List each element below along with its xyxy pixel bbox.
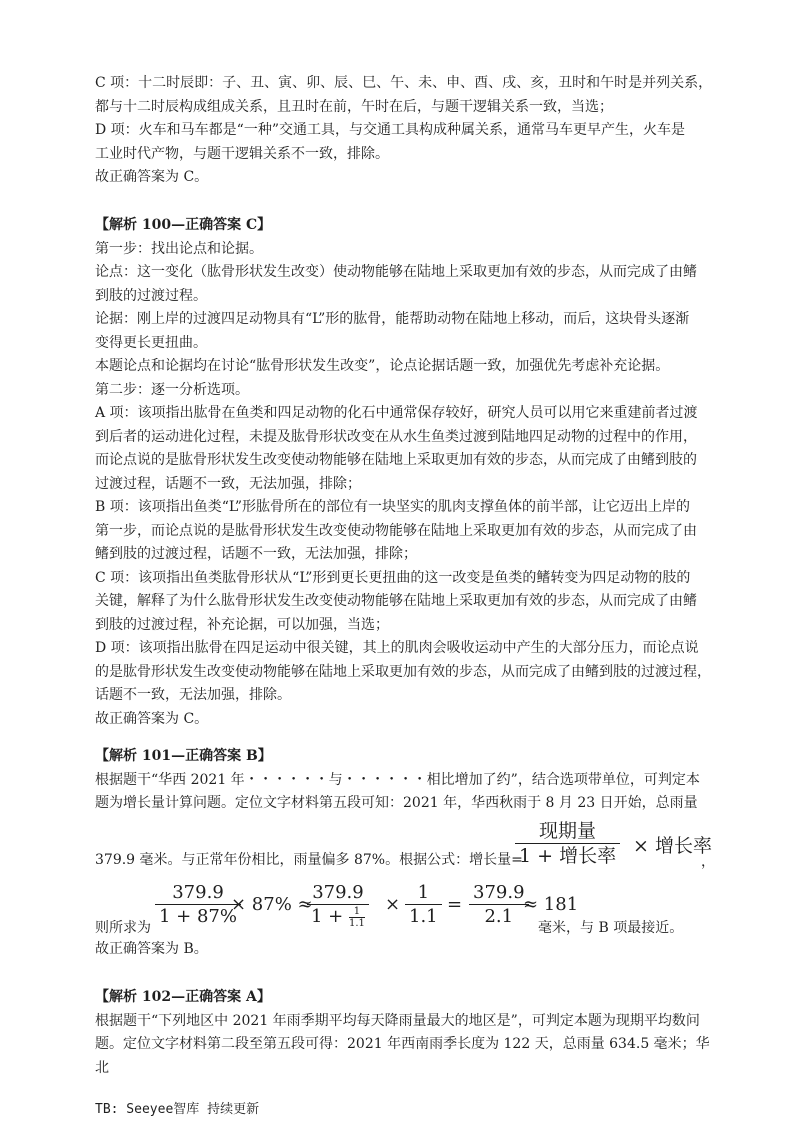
approx-result: ≈ 181 bbox=[523, 894, 579, 915]
text-line: 的是肱骨形状发生改变使动物能够在陆地上采取更加有效的步态，从而完成了由鳍到肢的过渡过程， bbox=[95, 663, 711, 680]
text-line: 题为增长量计算问题。定位文字材料第五段可知：2021 年，华西秋雨于 8 月 23 日开始，总雨量 bbox=[95, 795, 698, 811]
calc-suffix: 毫米，与 B 项最接近。 bbox=[538, 920, 684, 936]
formula-numerator: 现期量 bbox=[539, 820, 597, 842]
text-line: 论点：这一变化（肱骨形状发生改变）使动物能够在陆地上采取更加有效的步态，从而完成了由鳍 bbox=[95, 264, 697, 280]
formula-denominator: 1 + 增长率 bbox=[519, 845, 617, 867]
section-100 bbox=[95, 214, 715, 731]
equals-sign: = bbox=[447, 894, 463, 915]
denominator: 1.1 bbox=[409, 906, 438, 927]
formula-comma: ， bbox=[701, 854, 715, 870]
text-line: B 项：该项指出鱼类“L”形肱骨所在的部位有一块坚实的肌肉支撑鱼体的前半部，让它迈出上岸的 bbox=[95, 499, 690, 515]
text-line: 故正确答案为 B。 bbox=[95, 941, 208, 957]
small-denominator: 1.1 bbox=[349, 917, 365, 929]
text-line: 都与十二时辰构成组成关系，且丑时在前，午时在后，与题干逻辑关系一致，当选； bbox=[95, 98, 613, 115]
text-line: D 项：火车和马车都是“一种”交通工具，与交通工具构成种属关系，通常马车更早产生，火车是 bbox=[95, 122, 685, 138]
calc-prefix: 则所求为 bbox=[95, 920, 151, 936]
text-line: 工业时代产物，与题干逻辑关系不一致，排除。 bbox=[95, 145, 389, 162]
denominator-text: 1 + bbox=[311, 906, 344, 927]
times-sign: × bbox=[385, 894, 401, 915]
top-section bbox=[95, 72, 715, 190]
text-line: 而论点说的是肱骨形状发生改变使动物能够在陆地上采取更加有效的步态，从而完成了由鳍到肢的 bbox=[95, 452, 697, 468]
small-numerator: 1 bbox=[353, 905, 361, 917]
small-fraction bbox=[349, 906, 365, 929]
denominator: 2.1 bbox=[484, 906, 514, 927]
text-line: 根据题干“华西 2021 年・・・・・・与・・・・・・相比增加了约”，结合选项带单位，可判定本 bbox=[95, 771, 700, 788]
text-line: 到后者的运动进化过程，未提及肱骨形状改变在从水生鱼类过渡到陆地四足动物的过程中的作用， bbox=[95, 428, 697, 445]
section-heading: 【解析 102—正确答案 A】 bbox=[95, 989, 271, 1005]
numerator: 379.9 bbox=[473, 882, 525, 903]
section-102 bbox=[95, 986, 715, 1080]
growth-formula bbox=[515, 819, 620, 868]
section-body bbox=[95, 238, 715, 732]
text-line: 第二步：逐一分析选项。 bbox=[95, 381, 249, 398]
text-line: A 项：该项指出肱骨在鱼类和四足动物的化石中通常保存较好，研究人员可以用它来重建前者过渡 bbox=[95, 405, 698, 421]
text-line: 故正确答案为 C。 bbox=[95, 710, 209, 727]
fraction-2 bbox=[307, 881, 369, 929]
numerator: 379.9 bbox=[172, 882, 224, 903]
text-line: 关键，解释了为什么肱骨形状发生改变使动物能够在陆地上采取更加有效的步态，从而完成了由鳍 bbox=[95, 593, 697, 609]
section-heading: 【解析 100—正确答案 C】 bbox=[95, 217, 272, 233]
denominator bbox=[307, 905, 369, 929]
denominator: 1 + 87% bbox=[159, 906, 237, 927]
page-footer: TB: Seeyee智库 持续更新 bbox=[95, 1102, 260, 1117]
text-line: 本题论点和论据均在讨论“肱骨形状发生改变”，论点论据话题一致，加强优先考虑补充论据。 bbox=[95, 358, 670, 374]
text-line: 第一步，而论点说的是肱骨形状发生改变使动物能够在陆地上采取更加有效的步态，从而完成了由 bbox=[95, 522, 697, 539]
section-heading: 【解析 101—正确答案 B】 bbox=[95, 748, 272, 764]
fraction-3 bbox=[405, 881, 442, 928]
formula-tail: × 增长率 bbox=[633, 835, 712, 857]
text-line: 过渡过程，话题不一致，无法加强，排除； bbox=[95, 475, 361, 492]
text-line: 到肢的过渡过程，补充论据，可以加强，当选； bbox=[95, 616, 389, 633]
text-line: 变得更长更扭曲。 bbox=[95, 334, 207, 351]
text-line: 故正确答案为 C。 bbox=[95, 169, 209, 185]
fraction-4 bbox=[469, 881, 529, 928]
numerator: 379.9 bbox=[312, 882, 364, 903]
text-line: 到肢的过渡过程。 bbox=[95, 287, 207, 304]
text-line: 话题不一致，无法加强，排除。 bbox=[95, 687, 291, 703]
text-line: 论据：刚上岸的过渡四足动物具有“L”形的肱骨，能帮助动物在陆地上移动，而后，这块骨头逐渐 bbox=[95, 311, 690, 327]
text-line: 第一步：找出论点和论据。 bbox=[95, 240, 263, 257]
text-line: 379.9 毫米。与正常年份相比，雨量偏多 87%。根据公式：增长量= bbox=[95, 852, 523, 868]
text-line: 根据题干“下列地区中 2021 年雨季期平均每天降雨量最大的地区是”，可判定本题为现期平均数问 bbox=[95, 1012, 700, 1029]
section-101-conclusion bbox=[95, 938, 715, 962]
text-line: C 项：十二时辰即：子、丑、寅、卯、辰、巳、午、未、申、酉、戌、亥，丑时和午时是并列关系， bbox=[95, 75, 713, 91]
section-101 bbox=[95, 745, 715, 945]
text-line: C 项：该项指出鱼类肱骨形状从“L”形到更长更扭曲的这一改变是鱼类的鳍转变为四足动物的肢的 bbox=[95, 569, 691, 586]
numerator: 1 bbox=[417, 882, 430, 903]
times-87: × 87% ≈ bbox=[231, 894, 313, 915]
text-line: 鳍到肢的过渡过程，话题不一致，无法加强，排除； bbox=[95, 546, 417, 562]
text-line: D 项：该项指出肱骨在四足运动中很关键，其上的肌肉会吸收运动中产生的大部分压力，而论点说 bbox=[95, 640, 699, 656]
text-line: 题。定位文字材料第二段至第五段可得：2021 年西南雨季长度为 122 天，总雨量 634.5 毫米；华北 bbox=[95, 1036, 710, 1076]
fraction-1 bbox=[155, 881, 241, 928]
